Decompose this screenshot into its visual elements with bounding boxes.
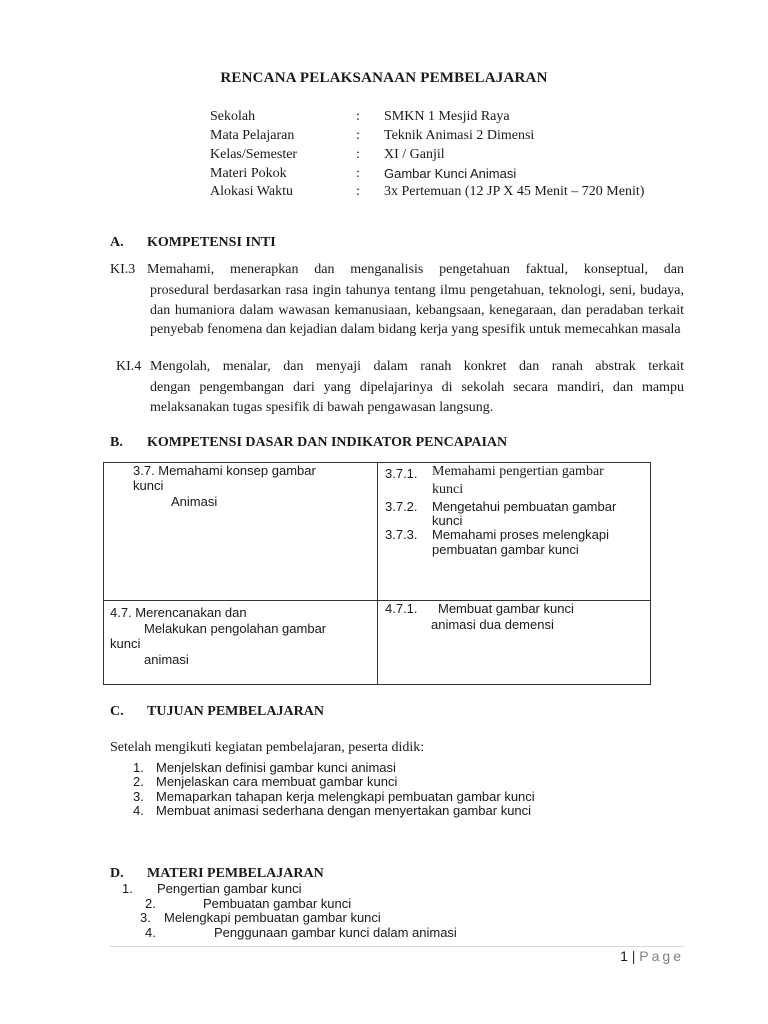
page-label: Page (639, 948, 684, 964)
info-label: Sekolah (210, 109, 256, 124)
list-item-text: Melengkapi pembuatan gambar kunci (164, 910, 381, 925)
list-item (133, 760, 396, 775)
ind-373-text1: Memahami proses melengkapi (432, 527, 610, 542)
kd47-line2: Melakukan pengolahan gambar (144, 621, 327, 636)
section-d-title: MATERI PEMBELAJARAN (147, 866, 324, 881)
info-value: XI / Ganjil (384, 147, 445, 162)
ind-371-text2: kunci (432, 482, 464, 497)
list-item-text: Membuat animasi sederhana dengan menyertakan gambar kunci (156, 803, 532, 818)
section-c-intro: Setelah mengikuti kegiatan pembelajaran, peserta didik: (110, 740, 425, 755)
list-item-number: 3. (133, 789, 144, 804)
section-d-letter: D. (110, 866, 124, 881)
list-item (133, 774, 398, 789)
kd47-line1: 4.7. Merencanakan dan (110, 605, 247, 620)
list-item (145, 925, 457, 940)
ki3-code: KI.3 (110, 262, 136, 277)
ind-373-num: 3.7.3. (385, 527, 418, 542)
info-colon: : (356, 166, 360, 181)
page-separator: | (631, 948, 636, 964)
list-item-text: Pengertian gambar kunci (157, 881, 302, 896)
ki3-text: prosedural berdasarkan rasa ingin tahunya tentang ilmu pengetahuan, teknologi, seni, budaya, dan humaniora dalam wawasan kemanusiaan, kebangsaan, kenegaraan, dan peradaban terkait penyebab fenomena dan kejadian dalam bidang kerja yang spesifik untuk memecahkan masala (150, 283, 684, 337)
info-label: Kelas/Semester (210, 147, 298, 162)
table-row (104, 463, 651, 601)
kd37-line3: Animasi (171, 494, 218, 509)
info-colon: : (356, 109, 360, 124)
ind-372-num: 3.7.2. (385, 499, 418, 514)
ind-471-text2: animasi dua demensi (431, 617, 554, 632)
list-item-number: 1. (133, 760, 144, 775)
info-value: Teknik Animasi 2 Dimensi (384, 128, 535, 143)
ind-373-text2: pembuatan gambar kunci (432, 542, 579, 557)
ind-471-text1: Membuat gambar kunci (438, 601, 574, 616)
kd37-line2: kunci (133, 478, 164, 493)
info-value: 3x Pertemuan (12 JP X 45 Menit – 720 Menit) (384, 184, 645, 199)
info-value: SMKN 1 Mesjid Raya (384, 109, 510, 124)
list-item-number: 4. (133, 803, 144, 818)
list-item-text: Menjelskan definisi gambar kunci animasi (156, 760, 396, 775)
section-a-letter: A. (110, 235, 124, 250)
kd-cell (104, 463, 378, 601)
info-colon: : (356, 184, 360, 199)
ki4-code: KI.4 (116, 359, 142, 374)
indicator-cell (378, 463, 651, 601)
ind-372-text1: Mengetahui pembuatan gambar (432, 499, 617, 514)
info-label: Mata Pelajaran (210, 128, 295, 143)
list-item-number: 2. (133, 774, 144, 789)
section-c-letter: C. (110, 704, 124, 719)
table-row (104, 601, 651, 685)
section-c-title: TUJUAN PEMBELAJARAN (147, 704, 324, 719)
list-item-text: Menjelaskan cara membuat gambar kunci (156, 774, 398, 789)
info-colon: : (356, 147, 360, 162)
ki3-first-line: Memahami, menerapkan dan menganalisis pengetahuan faktual, konseptual, dan (147, 262, 684, 277)
list-item-text: Penggunaan gambar kunci dalam animasi (214, 925, 457, 940)
list-item-text: Memaparkan tahapan kerja melengkapi pembuatan gambar kunci (156, 789, 535, 804)
page-footer (620, 948, 684, 964)
info-colon: : (356, 128, 360, 143)
ind-471-num: 4.7.1. (385, 601, 418, 616)
list-item (140, 910, 381, 925)
section-b-letter: B. (110, 435, 123, 450)
list-item (145, 896, 352, 911)
list-item-number: 4. (145, 925, 156, 940)
info-label: Materi Pokok (210, 166, 287, 181)
ki4-text: dengan pengembangan dari yang dipelajarinya di sekolah secara mandiri, dan mampu melaksanakan tugas spesifik di bawah pengawasan langsung. (150, 380, 684, 415)
list-item-number: 2. (145, 896, 156, 911)
page-number: 1 (620, 948, 628, 964)
list-item-number: 3. (140, 910, 151, 925)
ind-372-text2: kunci (432, 513, 463, 528)
document-title: RENCANA PELAKSANAAN PEMBELAJARAN (220, 70, 548, 86)
footer-divider (110, 946, 684, 947)
section-b-title: KOMPETENSI DASAR DAN INDIKATOR PENCAPAIAN (147, 435, 508, 450)
list-item (122, 881, 302, 896)
list-item (133, 803, 532, 818)
ki4-first-line: Mengolah, menalar, dan menyaji dalam ranah konkret dan ranah abstrak terkait (150, 359, 684, 374)
kd-cell (104, 601, 378, 685)
kd47-line4: animasi (144, 652, 189, 667)
list-item-number: 1. (122, 881, 133, 896)
kd37-line1: 3.7. Memahami konsep gambar (133, 463, 316, 478)
ind-371-text1: Memahami pengertian gambar (432, 464, 604, 479)
ind-371-num: 3.7.1. (385, 466, 418, 481)
list-item (133, 789, 535, 804)
info-value: Gambar Kunci Animasi (384, 166, 517, 181)
list-item-text: Pembuatan gambar kunci (203, 896, 352, 911)
info-label: Alokasi Waktu (210, 184, 293, 199)
indicator-cell (378, 601, 651, 685)
section-a-title: KOMPETENSI INTI (147, 235, 276, 250)
kd47-line3: kunci (110, 636, 141, 651)
kd-indicator-table (103, 462, 651, 685)
